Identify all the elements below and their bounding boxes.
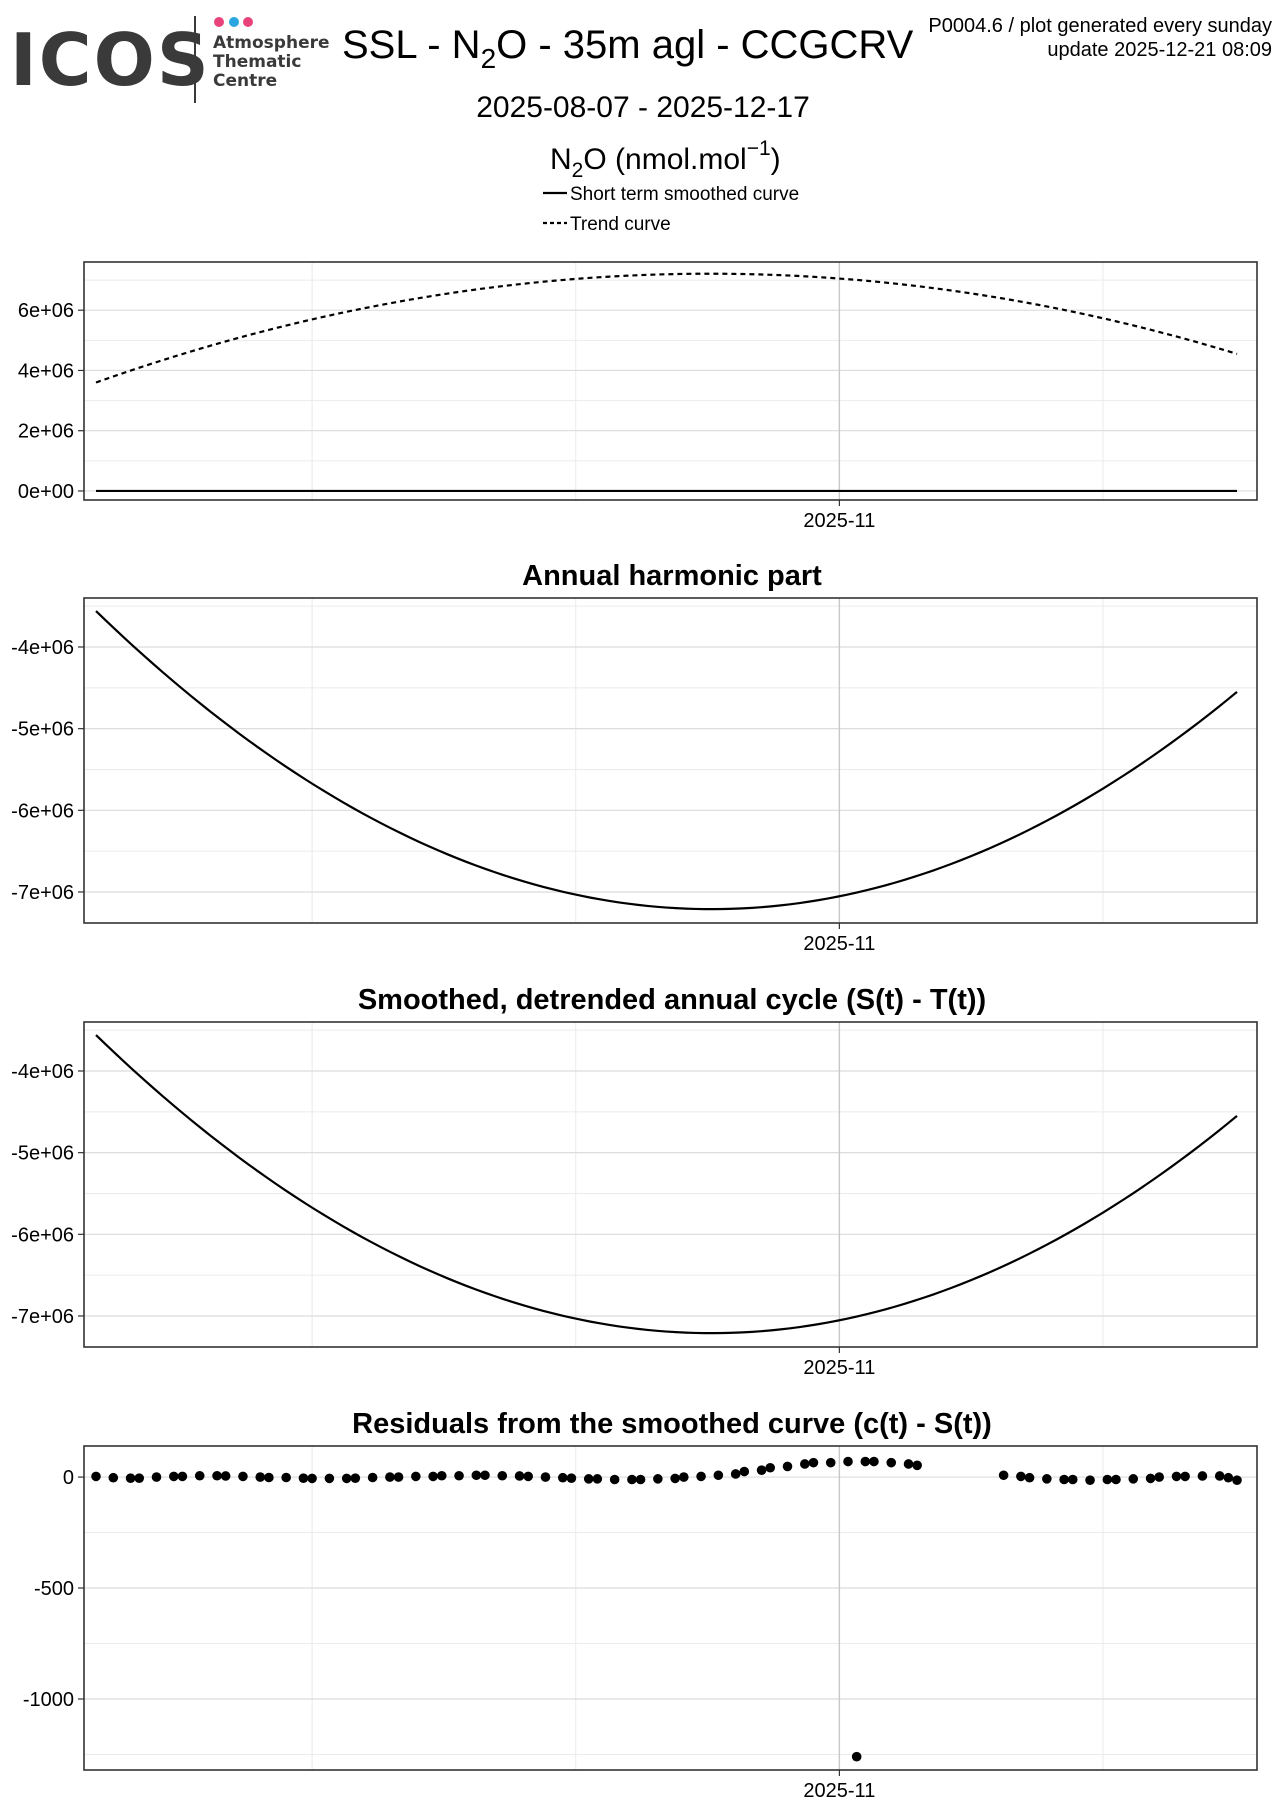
- residual-point: [584, 1474, 594, 1484]
- residual-point: [852, 1752, 862, 1762]
- residual-point: [523, 1472, 533, 1482]
- residual-point: [670, 1474, 680, 1484]
- residual-point: [886, 1458, 896, 1468]
- title-subscript: 2: [480, 43, 497, 74]
- residual-point: [783, 1462, 793, 1472]
- residual-point: [869, 1457, 879, 1467]
- residual-point: [593, 1474, 603, 1484]
- residual-point: [1215, 1471, 1225, 1481]
- residual-point: [91, 1472, 101, 1482]
- title-part-1: SSL - N: [342, 23, 481, 67]
- page-title: [342, 23, 914, 74]
- residual-point: [679, 1472, 689, 1482]
- y-tick-label: 0: [62, 1467, 74, 1490]
- residual-point: [325, 1474, 335, 1484]
- panel-border: [84, 1446, 1257, 1770]
- residual-point: [1025, 1473, 1035, 1483]
- residual-point: [765, 1463, 775, 1473]
- date-range: 2025-08-07 - 2025-12-17: [476, 91, 810, 124]
- residual-point: [134, 1473, 144, 1483]
- panel-detrended-cycle: [11, 984, 1257, 1379]
- residual-point: [541, 1472, 551, 1482]
- x-tick-label: 2025-11: [803, 510, 876, 532]
- residual-point: [281, 1473, 291, 1483]
- residual-point: [1146, 1474, 1156, 1484]
- panel-title-detrended-cycle: Smoothed, detrended annual cycle (S(t) - T(t)): [357, 984, 987, 1016]
- meta-line-1: P0004.6 / plot generated every sunday: [928, 15, 1272, 37]
- residual-point: [1111, 1475, 1121, 1485]
- residual-point: [740, 1467, 750, 1477]
- y-tick-label: -500: [33, 1578, 74, 1601]
- series-line-smoothed: [96, 611, 1237, 909]
- residual-point: [1068, 1475, 1078, 1485]
- residual-point: [169, 1472, 179, 1482]
- icos-logo: [10, 16, 330, 103]
- residual-point: [999, 1470, 1009, 1480]
- residual-point: [1180, 1472, 1190, 1482]
- y-tick-label: -6e+06: [11, 1224, 74, 1247]
- residual-point: [1016, 1472, 1026, 1482]
- residual-point: [307, 1474, 317, 1484]
- y-tick-label: -5e+06: [11, 1142, 74, 1165]
- residual-point: [696, 1472, 706, 1482]
- panel-annual-harmonic: [11, 560, 1257, 955]
- residual-point: [472, 1470, 482, 1480]
- unit-part-1: N: [550, 143, 572, 176]
- residual-point: [800, 1459, 810, 1469]
- icos-logo-sub-3: Centre: [213, 71, 278, 91]
- unit-label: [550, 137, 781, 182]
- residual-point: [437, 1471, 447, 1481]
- y-tick-label: -4e+06: [11, 1060, 74, 1083]
- residual-point: [1042, 1474, 1052, 1484]
- residual-point: [178, 1472, 188, 1482]
- residual-point: [861, 1457, 871, 1467]
- y-tick-label: -4e+06: [11, 636, 74, 659]
- residual-point: [497, 1471, 507, 1481]
- residual-point: [195, 1471, 205, 1481]
- residual-point: [826, 1458, 836, 1468]
- residual-point: [653, 1474, 663, 1484]
- y-tick-label: 4e+06: [17, 360, 74, 383]
- residual-point: [385, 1472, 395, 1482]
- series-line-trend: [96, 274, 1237, 383]
- residual-point: [394, 1472, 404, 1482]
- residual-point: [610, 1475, 620, 1485]
- x-tick-label: 2025-11: [803, 1780, 876, 1800]
- residual-point: [480, 1470, 490, 1480]
- residual-point: [757, 1465, 767, 1475]
- residual-point: [636, 1475, 646, 1485]
- panel-title-residuals: Residuals from the smoothed curve (c(t) - S(t)): [352, 1408, 992, 1440]
- residual-point: [1103, 1475, 1113, 1485]
- y-tick-label: -5e+06: [11, 718, 74, 741]
- y-tick-label: 2e+06: [17, 420, 74, 443]
- residual-point: [126, 1473, 136, 1483]
- residual-point: [714, 1470, 724, 1480]
- unit-part-3: ): [770, 143, 781, 176]
- residual-point: [904, 1459, 914, 1469]
- logo-dot-icon: [243, 17, 253, 27]
- icos-logo-sub-2: Thematic: [213, 52, 302, 72]
- x-tick-label: 2025-11: [803, 1357, 876, 1379]
- y-tick-label: 6e+06: [17, 300, 74, 323]
- y-tick-label: 0e+00: [17, 480, 74, 503]
- legend-label-1: Short term smoothed curve: [570, 184, 800, 205]
- residual-point: [558, 1473, 568, 1483]
- panel-residuals: [23, 1408, 1257, 1800]
- legend-label-2: Trend curve: [570, 214, 671, 235]
- residual-point: [1128, 1474, 1138, 1484]
- residual-point: [221, 1471, 231, 1481]
- residual-point: [912, 1461, 922, 1471]
- icos-logo-wordmark: ICOS: [10, 18, 211, 102]
- y-tick-label: -7e+06: [11, 881, 74, 904]
- legend: [543, 184, 799, 235]
- y-tick-label: -6e+06: [11, 800, 74, 823]
- y-tick-label: -1000: [22, 1688, 74, 1711]
- x-tick-label: 2025-11: [803, 933, 876, 955]
- series-line-smoothed: [96, 1035, 1237, 1333]
- residual-point: [108, 1473, 118, 1483]
- meta-line-2: update 2025-12-21 08:09: [1047, 39, 1272, 61]
- residual-point: [454, 1471, 464, 1481]
- residual-point: [1172, 1472, 1182, 1482]
- y-tick-label: -7e+06: [11, 1305, 74, 1328]
- residual-point: [731, 1469, 741, 1479]
- logo-dot-icon: [229, 17, 239, 27]
- residual-point: [1085, 1475, 1095, 1485]
- residual-point: [342, 1474, 352, 1484]
- icos-logo-sub-1: Atmosphere: [213, 33, 330, 53]
- unit-superscript: −1: [746, 137, 771, 160]
- residual-point: [255, 1472, 265, 1482]
- residual-point: [1154, 1472, 1164, 1482]
- panel-title-annual-harmonic: Annual harmonic part: [522, 560, 822, 592]
- logo-dot-icon: [214, 17, 224, 27]
- residual-point: [1232, 1475, 1242, 1485]
- title-part-2: O - 35m agl - CCGCRV: [496, 23, 914, 67]
- residual-point: [843, 1457, 853, 1467]
- residual-point: [238, 1472, 248, 1482]
- residual-point: [627, 1475, 637, 1485]
- residual-point: [567, 1473, 577, 1483]
- residual-point: [212, 1471, 222, 1481]
- panel-main-curves: [18, 262, 1257, 532]
- unit-part-2: O (nmol.mol: [583, 143, 747, 176]
- residual-point: [152, 1472, 162, 1482]
- residual-point: [428, 1472, 438, 1482]
- residual-point: [368, 1473, 378, 1483]
- residual-point: [264, 1473, 274, 1483]
- residual-point: [1198, 1471, 1208, 1481]
- residual-point: [411, 1472, 421, 1482]
- residual-point: [809, 1458, 819, 1468]
- residual-point: [1224, 1473, 1234, 1483]
- panel-border: [84, 262, 1257, 500]
- residual-point: [299, 1473, 309, 1483]
- residual-point: [351, 1473, 361, 1483]
- residual-point: [515, 1471, 525, 1481]
- unit-subscript: 2: [571, 159, 584, 182]
- residual-point: [1059, 1475, 1069, 1485]
